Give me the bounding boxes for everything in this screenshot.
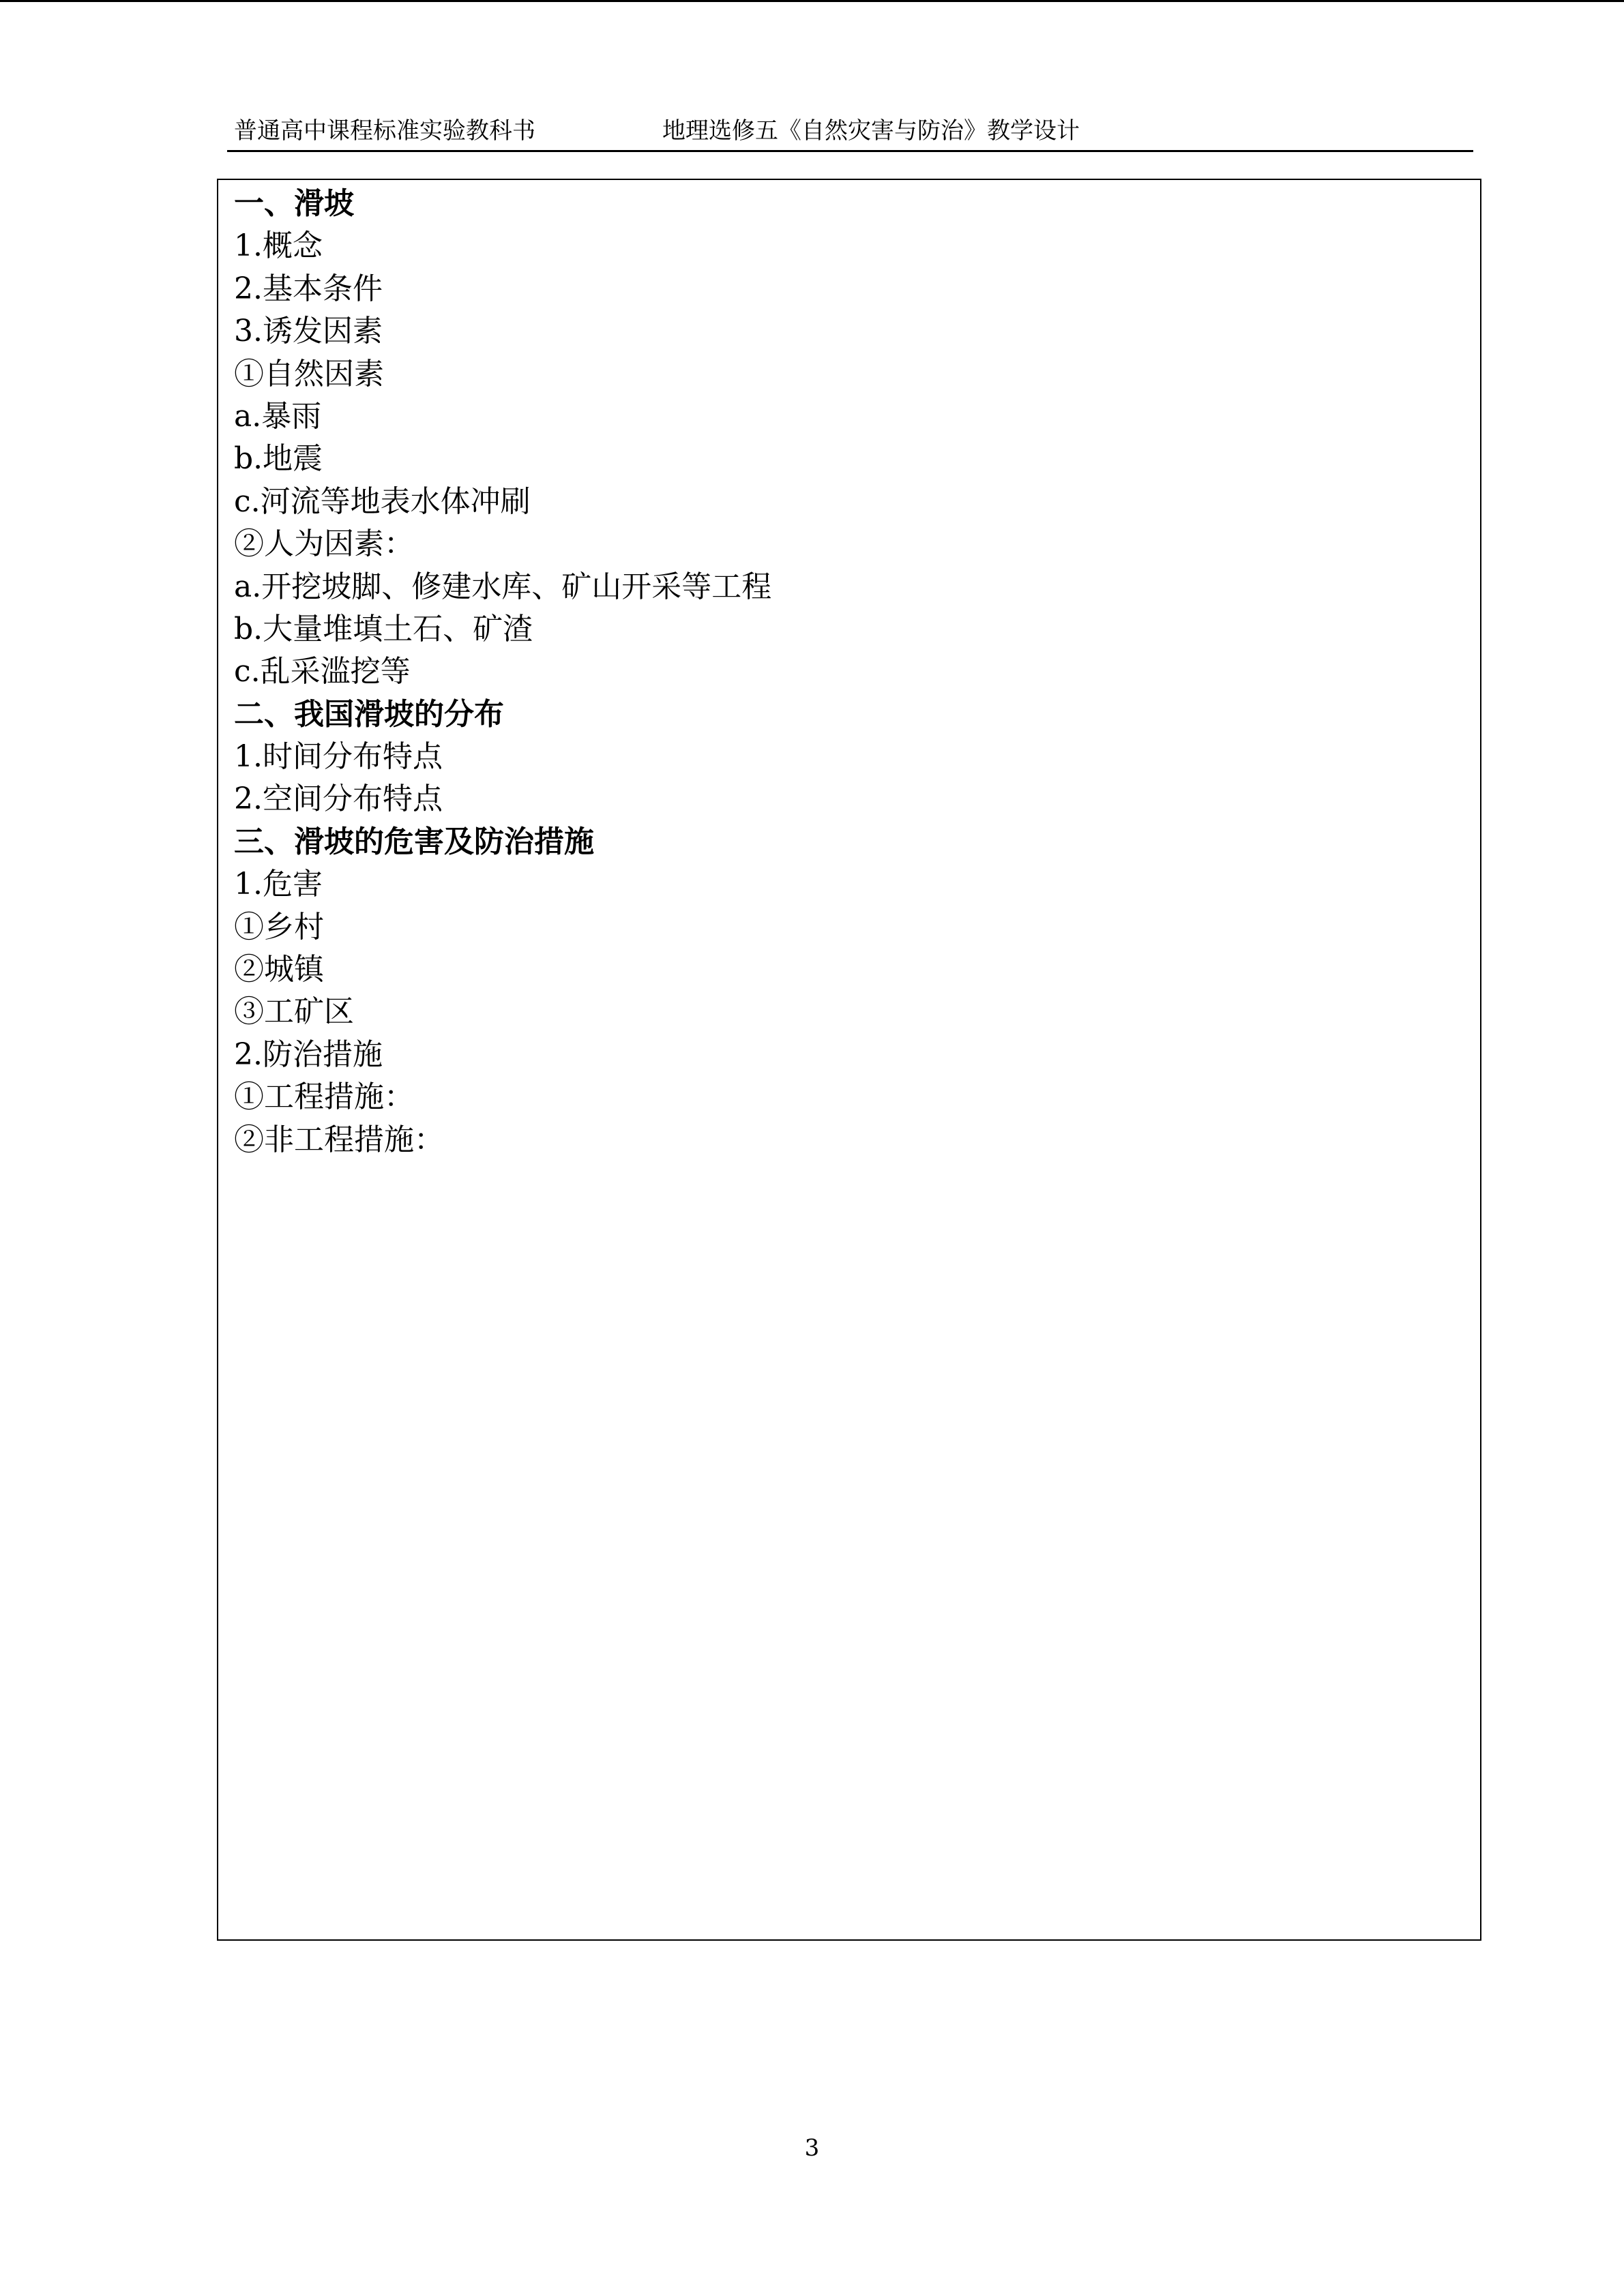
section-heading: 三、滑坡的危害及防治措施	[234, 824, 594, 859]
outline-item: 1.危害	[234, 867, 323, 902]
outline-item: c.河流等地表水体冲刷	[234, 483, 531, 519]
outline-item: 3.诱发因素	[234, 314, 383, 349]
outline-item: 2.基本条件	[234, 271, 383, 306]
outline-item: 2.防治措施	[234, 1037, 383, 1072]
outline-item: 1.概念	[234, 228, 323, 264]
page-number: 3	[804, 2134, 820, 2162]
page-top-border	[0, 0, 1624, 2]
outline-item: ②非工程措施：	[234, 1122, 444, 1157]
outline-item: ①乡村	[234, 909, 324, 944]
outline-item: ①工程措施：	[234, 1079, 414, 1115]
outline-item: ②城镇	[234, 952, 324, 987]
outline-item: a.开挖坡脚、修建水库、矿山开采等工程	[234, 569, 772, 604]
outline-item: 2.空间分布特点	[234, 781, 443, 817]
outline-item: c.乱采滥挖等	[234, 654, 411, 689]
outline-item: 1.时间分布特点	[234, 739, 443, 775]
running-header	[227, 115, 1473, 152]
header-course-title: 地理选修五《自然灾害与防治》教学设计	[662, 117, 1080, 145]
outline-item: ③工矿区	[234, 994, 354, 1030]
outline-box	[217, 179, 1481, 1941]
outline-item: a.暴雨	[234, 398, 322, 434]
header-textbook-title: 普通高中课程标准实验教科书	[234, 117, 535, 145]
outline-list	[234, 183, 771, 1161]
outline-item: b.地震	[234, 441, 323, 477]
section-heading: 一、滑坡	[234, 186, 354, 221]
outline-item: ①自然因素	[234, 356, 384, 391]
section-heading: 二、我国滑坡的分布	[234, 696, 504, 732]
outline-item: ②人为因素：	[234, 526, 414, 562]
outline-item: b.大量堆填土石、矿渣	[234, 611, 533, 646]
